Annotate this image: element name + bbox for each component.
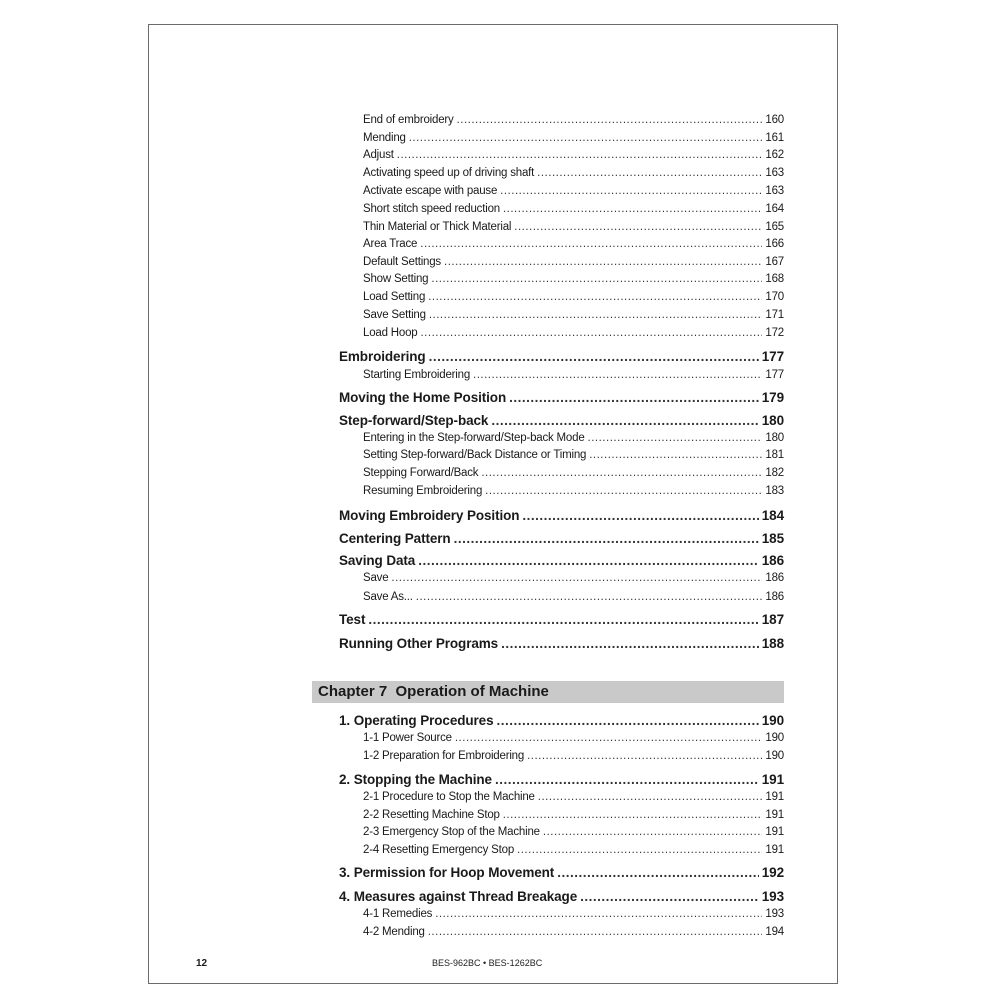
toc-entry-page: 192 xyxy=(761,865,784,880)
toc-entry-page: 183 xyxy=(765,485,784,497)
toc-leader-dots xyxy=(538,791,763,803)
toc-entry-page: 167 xyxy=(765,256,784,268)
toc-leader-dots xyxy=(500,185,762,197)
toc-subsection-entry xyxy=(363,750,784,762)
toc-entry-title: 2-4 Resetting Emergency Stop xyxy=(363,844,515,856)
toc-section-entry xyxy=(339,413,784,428)
toc-leader-dots xyxy=(420,238,762,250)
toc-entry-title: 4. Measures against Thread Breakage xyxy=(339,889,578,904)
toc-leader-dots xyxy=(509,390,759,405)
toc-leader-dots xyxy=(491,413,758,428)
toc-entry-page: 163 xyxy=(765,185,784,197)
toc-subsection-entry xyxy=(363,485,784,497)
toc-entry-title: Thin Material or Thick Material xyxy=(363,221,512,233)
toc-entry-title: Mending xyxy=(363,132,406,144)
toc-entry-title: 2. Stopping the Machine xyxy=(339,772,492,787)
toc-entry-title: Moving the Home Position xyxy=(339,390,507,405)
toc-leader-dots xyxy=(522,508,758,523)
toc-entry-page: 191 xyxy=(761,772,784,787)
toc-entry-title: Short stitch speed reduction xyxy=(363,203,500,215)
toc-entry-title: 2-2 Resetting Machine Stop xyxy=(363,809,500,821)
toc-entry-page: 190 xyxy=(765,750,784,762)
toc-entry-title: Activate escape with pause xyxy=(363,185,498,197)
toc-entry-page: 184 xyxy=(761,508,784,523)
toc-entry-title: Running Other Programs xyxy=(339,636,499,651)
toc-leader-dots xyxy=(501,636,759,651)
toc-leader-dots xyxy=(503,809,763,821)
toc-subsection-entry xyxy=(363,591,784,603)
toc-section-entry xyxy=(339,390,784,405)
toc-entry-page: 182 xyxy=(765,467,784,479)
toc-entry-title: Adjust xyxy=(363,149,394,161)
toc-subsection-entry xyxy=(363,256,784,268)
toc-subsection-entry xyxy=(363,809,784,821)
toc-entry-title: Save Setting xyxy=(363,309,426,321)
toc-entry-title: Load Hoop xyxy=(363,327,418,339)
toc-subsection-entry xyxy=(363,185,784,197)
toc-entry-title: Moving Embroidery Position xyxy=(339,508,520,523)
toc-entry-page: 163 xyxy=(765,167,784,179)
toc-subsection-entry xyxy=(363,291,784,303)
toc-subsection-entry xyxy=(363,791,784,803)
toc-leader-dots xyxy=(429,349,759,364)
toc-subsection-entry xyxy=(363,167,784,179)
toc-entry-title: Embroidering xyxy=(339,349,426,364)
toc-section-entry xyxy=(339,713,784,728)
toc-leader-dots xyxy=(368,612,758,627)
toc-leader-dots xyxy=(485,485,762,497)
toc-entry-title: Saving Data xyxy=(339,553,416,568)
toc-leader-dots xyxy=(429,309,763,321)
toc-entry-page: 179 xyxy=(761,390,784,405)
toc-leader-dots xyxy=(454,531,759,546)
toc-section-entry xyxy=(339,553,784,568)
toc-entry-page: 171 xyxy=(765,309,784,321)
toc-subsection-entry xyxy=(363,238,784,250)
toc-entry-title: Save xyxy=(363,572,389,584)
toc-section-entry xyxy=(339,772,784,787)
toc-subsection-entry xyxy=(363,273,784,285)
toc-section-entry xyxy=(339,612,784,627)
toc-leader-dots xyxy=(517,844,762,856)
toc-entry-title: Test xyxy=(339,612,366,627)
toc-entry-page: 165 xyxy=(765,221,784,233)
toc-entry-title: Save As... xyxy=(363,591,413,603)
toc-entry-page: 177 xyxy=(765,369,784,381)
toc-leader-dots xyxy=(497,713,759,728)
toc-leader-dots xyxy=(527,750,762,762)
toc-leader-dots xyxy=(391,572,762,584)
toc-subsection-entry xyxy=(363,149,784,161)
toc-entry-page: 191 xyxy=(765,826,784,838)
toc-entry-page: 177 xyxy=(761,349,784,364)
toc-entry-page: 190 xyxy=(761,713,784,728)
toc-entry-page: 180 xyxy=(765,432,784,444)
toc-entry-page: 180 xyxy=(761,413,784,428)
toc-entry-title: Centering Pattern xyxy=(339,531,451,546)
toc-section-entry xyxy=(339,349,784,364)
toc-entry-title: 4-1 Remedies xyxy=(363,908,433,920)
toc-leader-dots xyxy=(543,826,763,838)
toc-entry-page: 168 xyxy=(765,273,784,285)
toc-entry-page: 172 xyxy=(765,327,784,339)
toc-leader-dots xyxy=(457,114,763,126)
toc-entry-page: 186 xyxy=(765,591,784,603)
toc-leader-dots xyxy=(409,132,763,144)
toc-leader-dots xyxy=(418,553,759,568)
toc-subsection-entry xyxy=(363,221,784,233)
toc-entry-title: Starting Embroidering xyxy=(363,369,471,381)
footer-model: BES-962BC • BES-1262BC xyxy=(432,958,543,968)
toc-entry-page: 170 xyxy=(765,291,784,303)
toc-entry-page: 191 xyxy=(765,844,784,856)
toc-subsection-entry xyxy=(363,467,784,479)
toc-leader-dots xyxy=(431,273,762,285)
toc-section-entry xyxy=(339,865,784,880)
toc-section-entry xyxy=(339,889,784,904)
toc-entry-page: 187 xyxy=(761,612,784,627)
toc-leader-dots xyxy=(455,732,763,744)
toc-subsection-entry xyxy=(363,327,784,339)
toc-entry-page: 185 xyxy=(761,531,784,546)
toc-entry-title: 3. Permission for Hoop Movement xyxy=(339,865,555,880)
toc-leader-dots xyxy=(537,167,762,179)
toc-subsection-entry xyxy=(363,132,784,144)
toc-entry-title: Stepping Forward/Back xyxy=(363,467,479,479)
toc-entry-title: Show Setting xyxy=(363,273,429,285)
toc-leader-dots xyxy=(580,889,759,904)
toc-leader-dots xyxy=(420,327,762,339)
toc-subsection-entry xyxy=(363,844,784,856)
toc-leader-dots xyxy=(435,908,762,920)
toc-entry-title: 2-1 Procedure to Stop the Machine xyxy=(363,791,535,803)
toc-leader-dots xyxy=(397,149,763,161)
toc-leader-dots xyxy=(473,369,762,381)
toc-leader-dots xyxy=(444,256,762,268)
toc-leader-dots xyxy=(557,865,759,880)
toc-entry-title: 2-3 Emergency Stop of the Machine xyxy=(363,826,540,838)
toc-entry-page: 193 xyxy=(765,908,784,920)
toc-subsection-entry xyxy=(363,432,784,444)
toc-leader-dots xyxy=(514,221,762,233)
toc-leader-dots xyxy=(589,449,762,461)
toc-leader-dots xyxy=(416,591,763,603)
toc-subsection-entry xyxy=(363,114,784,126)
toc-subsection-entry xyxy=(363,369,784,381)
toc-entry-title: Setting Step-forward/Back Distance or Timing xyxy=(363,449,587,461)
toc-entry-title: 4-2 Mending xyxy=(363,926,425,938)
chapter-heading: Chapter 7 Operation of Machine xyxy=(318,683,549,700)
toc-leader-dots xyxy=(495,772,759,787)
toc-subsection-entry xyxy=(363,449,784,461)
toc-entry-title: 1-2 Preparation for Embroidering xyxy=(363,750,525,762)
toc-leader-dots xyxy=(503,203,762,215)
toc-entry-title: Area Trace xyxy=(363,238,418,250)
toc-entry-page: 190 xyxy=(765,732,784,744)
toc-section-entry xyxy=(339,508,784,523)
toc-subsection-entry xyxy=(363,203,784,215)
toc-entry-page: 191 xyxy=(765,809,784,821)
toc-entry-page: 164 xyxy=(765,203,784,215)
toc-entry-title: 1-1 Power Source xyxy=(363,732,452,744)
page-number: 12 xyxy=(196,958,208,969)
toc-leader-dots xyxy=(428,291,762,303)
toc-entry-page: 194 xyxy=(765,926,784,938)
toc-section-entry xyxy=(339,531,784,546)
toc-entry-page: 160 xyxy=(765,114,784,126)
toc-subsection-entry xyxy=(363,732,784,744)
toc-leader-dots xyxy=(481,467,762,479)
toc-section-entry xyxy=(339,636,784,651)
toc-entry-title: Default Settings xyxy=(363,256,441,268)
toc-entry-title: Step-forward/Step-back xyxy=(339,413,489,428)
toc-subsection-entry xyxy=(363,309,784,321)
toc-entry-page: 161 xyxy=(765,132,784,144)
toc-entry-page: 181 xyxy=(765,449,784,461)
toc-entry-page: 166 xyxy=(765,238,784,250)
toc-subsection-entry xyxy=(363,572,784,584)
toc-entry-page: 186 xyxy=(761,553,784,568)
toc-entry-page: 193 xyxy=(761,889,784,904)
toc-entry-page: 186 xyxy=(765,572,784,584)
toc-entry-title: Resuming Embroidering xyxy=(363,485,483,497)
toc-entry-page: 162 xyxy=(765,149,784,161)
toc-subsection-entry xyxy=(363,908,784,920)
toc-entry-title: 1. Operating Procedures xyxy=(339,713,494,728)
toc-subsection-entry xyxy=(363,826,784,838)
toc-entry-title: Entering in the Step-forward/Step-back Mode xyxy=(363,432,585,444)
toc-leader-dots xyxy=(588,432,763,444)
toc-entry-title: Activating speed up of driving shaft xyxy=(363,167,535,179)
toc-entry-title: End of embroidery xyxy=(363,114,454,126)
toc-entry-title: Load Setting xyxy=(363,291,426,303)
toc-subsection-entry xyxy=(363,926,784,938)
toc-leader-dots xyxy=(428,926,763,938)
toc-entry-page: 191 xyxy=(765,791,784,803)
toc-entry-page: 188 xyxy=(761,636,784,651)
